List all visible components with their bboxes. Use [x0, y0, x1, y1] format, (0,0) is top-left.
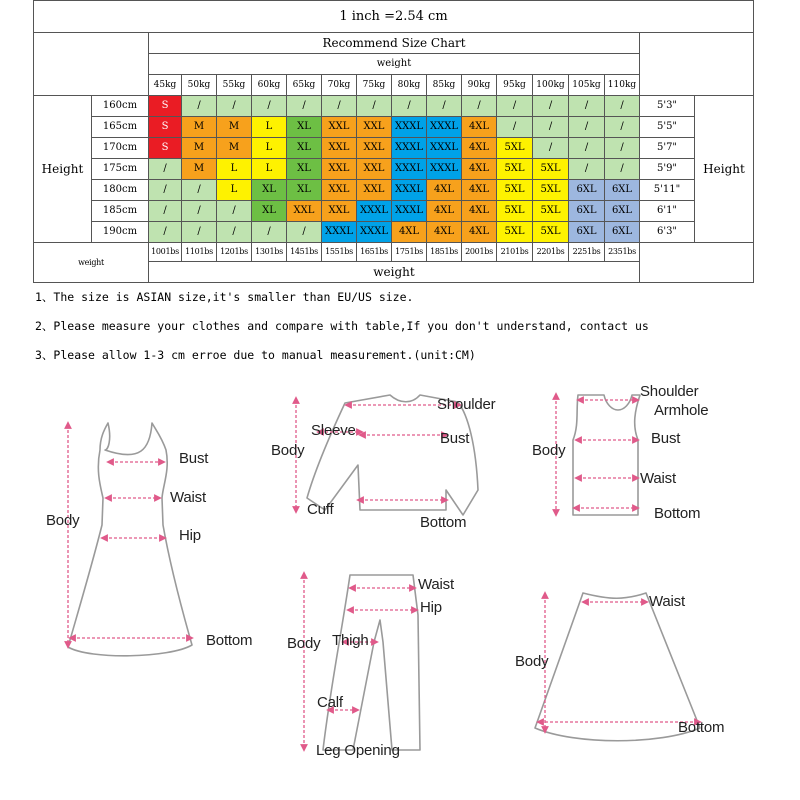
dress-icon	[68, 423, 192, 656]
dress-hip-label: Hip	[179, 527, 201, 544]
size-cell: 4XL	[427, 201, 462, 222]
size-cell: /	[569, 96, 605, 117]
size-cell: /	[605, 117, 640, 138]
weight-kg-header: 90kg	[462, 75, 497, 96]
weight-lbs-cell: 1301bs	[252, 243, 287, 262]
weight-lbs-cell: 1851bs	[427, 243, 462, 262]
weight-lbs-cell: 1451bs	[287, 243, 322, 262]
height-cm-cell: 170cm	[92, 138, 149, 159]
size-cell: XXXL	[357, 222, 392, 243]
size-cell: M	[182, 138, 217, 159]
chart-subtitle: Recommend Size Chart	[149, 33, 640, 54]
size-cell: XXXL	[392, 201, 427, 222]
corner-cell	[34, 33, 149, 96]
size-cell: XL	[287, 159, 322, 180]
tank-top-icon	[573, 395, 640, 515]
tank-body-label: Body	[532, 442, 566, 459]
size-cell: /	[217, 201, 252, 222]
height-ft-cell: 5'3"	[640, 96, 695, 117]
weight-kg-header: 95kg	[497, 75, 533, 96]
height-label-left: Height	[34, 96, 92, 243]
skirt-icon	[535, 593, 700, 741]
size-cell: /	[533, 96, 569, 117]
size-cell: 6XL	[569, 201, 605, 222]
weight-lbs-cell: 2351bs	[605, 243, 640, 262]
weight-header-bottom: weight	[149, 262, 640, 283]
height-ft-cell: 6'3"	[640, 222, 695, 243]
size-cell: /	[182, 201, 217, 222]
height-ft-cell: 5'5"	[640, 117, 695, 138]
size-row	[34, 180, 754, 201]
weight-lbs-cell: 2201bs	[533, 243, 569, 262]
size-cell: /	[497, 96, 533, 117]
weight-label-bottom: weight	[34, 243, 149, 283]
tank-armhole-label: Armhole	[654, 402, 709, 419]
size-cell: XXXL	[427, 138, 462, 159]
size-cell: XXXL	[427, 117, 462, 138]
size-cell: M	[217, 138, 252, 159]
size-row	[34, 117, 754, 138]
weight-lbs-cell: 1651bs	[357, 243, 392, 262]
size-cell: /	[357, 96, 392, 117]
size-row	[34, 222, 754, 243]
height-ft-cell: 5'7"	[640, 138, 695, 159]
size-cell: XXL	[357, 138, 392, 159]
dress-body-label: Body	[46, 512, 80, 529]
size-cell: XXL	[287, 201, 322, 222]
size-cell: 5XL	[533, 201, 569, 222]
size-cell: /	[182, 96, 217, 117]
jacket-shoulder-label: Shoulder	[437, 396, 496, 413]
size-cell: S	[149, 138, 182, 159]
height-ft-cell: 5'11"	[640, 180, 695, 201]
height-cm-cell: 160cm	[92, 96, 149, 117]
weight-kg-header: 85kg	[427, 75, 462, 96]
corner-cell	[640, 33, 754, 96]
note-3: 3、Please allow 1-3 cm erroe due to manual measurement.(unit:CM)	[35, 348, 476, 362]
size-cell: XL	[287, 138, 322, 159]
height-label-right: Height	[695, 96, 754, 243]
size-cell: 6XL	[569, 180, 605, 201]
jacket-cuff-label: Cuff	[307, 501, 334, 518]
size-cell: /	[149, 159, 182, 180]
weight-lbs-cell: 1201bs	[217, 243, 252, 262]
dress-bust-label: Bust	[179, 450, 209, 467]
height-ft-cell: 6'1"	[640, 201, 695, 222]
size-cell: XXL	[322, 138, 357, 159]
size-cell: 5XL	[497, 159, 533, 180]
size-cell: /	[462, 96, 497, 117]
size-cell: XXL	[357, 117, 392, 138]
weight-kg-header: 70kg	[322, 75, 357, 96]
weight-kg-header: 65kg	[287, 75, 322, 96]
size-cell: /	[322, 96, 357, 117]
size-cell: L	[217, 180, 252, 201]
size-cell: 4XL	[462, 180, 497, 201]
size-cell: /	[252, 222, 287, 243]
size-cell: /	[533, 138, 569, 159]
size-cell: /	[149, 201, 182, 222]
size-cell: /	[287, 96, 322, 117]
size-cell: /	[497, 117, 533, 138]
weight-kg-header: 105kg	[569, 75, 605, 96]
pants-icon	[323, 575, 420, 750]
weight-lbs-cell: 2251bs	[569, 243, 605, 262]
size-row	[34, 159, 754, 180]
weight-kg-header: 60kg	[252, 75, 287, 96]
size-cell: XXXL	[427, 159, 462, 180]
size-cell: /	[569, 117, 605, 138]
size-cell: XXXL	[392, 138, 427, 159]
size-cell: 4XL	[427, 222, 462, 243]
size-cell: 4XL	[462, 201, 497, 222]
size-cell: L	[217, 159, 252, 180]
weight-lbs-cell: 1101bs	[182, 243, 217, 262]
size-cell: XXL	[322, 180, 357, 201]
size-cell: 5XL	[533, 159, 569, 180]
note-1: 1、The size is ASIAN size,it's smaller than EU/US size.	[35, 290, 414, 304]
weight-kg-header: 55kg	[217, 75, 252, 96]
skirt-body-label: Body	[515, 653, 549, 670]
jacket-body-label: Body	[271, 442, 305, 459]
pants-calf-label: Calf	[317, 694, 343, 711]
size-cell: /	[569, 138, 605, 159]
size-cell: 5XL	[497, 201, 533, 222]
size-row	[34, 138, 754, 159]
height-cm-cell: 175cm	[92, 159, 149, 180]
size-cell: 5XL	[497, 180, 533, 201]
height-cm-cell: 190cm	[92, 222, 149, 243]
size-cell: /	[605, 96, 640, 117]
size-cell: 4XL	[462, 222, 497, 243]
size-cell: /	[149, 180, 182, 201]
height-cm-cell: 185cm	[92, 201, 149, 222]
weight-lbs-cell: 1751bs	[392, 243, 427, 262]
size-cell: M	[217, 117, 252, 138]
tank-bust-label: Bust	[651, 430, 681, 447]
size-cell: XXL	[322, 117, 357, 138]
size-cell: S	[149, 96, 182, 117]
size-cell: XXXL	[392, 159, 427, 180]
size-cell: /	[217, 96, 252, 117]
size-cell: XXL	[322, 201, 357, 222]
size-cell: 5XL	[497, 222, 533, 243]
tank-waist-label: Waist	[640, 470, 676, 487]
pants-thigh-label: Thigh	[332, 632, 369, 649]
size-cell: /	[182, 222, 217, 243]
size-cell: /	[149, 222, 182, 243]
dress-bottom-label: Bottom	[206, 632, 253, 649]
size-row	[34, 96, 754, 117]
size-cell: /	[252, 96, 287, 117]
weight-kg-header: 80kg	[392, 75, 427, 96]
size-cell: M	[182, 117, 217, 138]
size-cell: 5XL	[533, 180, 569, 201]
size-cell: XXXL	[357, 201, 392, 222]
size-cell: XL	[252, 201, 287, 222]
weight-kg-header: 100kg	[533, 75, 569, 96]
size-cell: 4XL	[462, 138, 497, 159]
size-cell: 6XL	[605, 222, 640, 243]
size-cell: 6XL	[605, 180, 640, 201]
jacket-bust-label: Bust	[440, 430, 470, 447]
size-cell: /	[392, 96, 427, 117]
weight-kg-header: 110kg	[605, 75, 640, 96]
weight-lbs-cell: 1001bs	[149, 243, 182, 262]
weight-header-top: weight	[149, 54, 640, 75]
tank-shoulder-label: Shoulder	[640, 383, 699, 400]
size-cell: /	[217, 222, 252, 243]
size-cell: 6XL	[605, 201, 640, 222]
size-cell: 4XL	[462, 159, 497, 180]
size-cell: 5XL	[497, 138, 533, 159]
size-cell: 4XL	[392, 222, 427, 243]
jacket-icon	[307, 395, 478, 515]
weight-lbs-cell: 2001bs	[462, 243, 497, 262]
size-cell: 4XL	[427, 180, 462, 201]
size-cell: L	[252, 159, 287, 180]
note-2: 2、Please measure your clothes and compare with table,If you don't understand, contact us	[35, 319, 649, 333]
weight-lbs-cell: 2101bs	[497, 243, 533, 262]
size-cell: 6XL	[569, 222, 605, 243]
size-cell: 4XL	[462, 117, 497, 138]
pants-body-label: Body	[287, 635, 321, 652]
size-row	[34, 201, 754, 222]
size-cell: XXL	[357, 180, 392, 201]
size-cell: /	[182, 180, 217, 201]
size-cell: XXL	[357, 159, 392, 180]
dress-waist-label: Waist	[170, 489, 206, 506]
skirt-waist-label: Waist	[649, 593, 685, 610]
height-ft-cell: 5'9"	[640, 159, 695, 180]
jacket-bottom-label: Bottom	[420, 514, 467, 531]
pants-leg-opening-label: Leg Opening	[316, 742, 400, 759]
size-cell: XXL	[322, 159, 357, 180]
jacket-sleeve-label: Sleeve	[311, 422, 356, 439]
skirt-bottom-label: Bottom	[678, 719, 725, 736]
size-cell: XXXL	[392, 117, 427, 138]
size-cell: /	[605, 138, 640, 159]
size-cell: /	[569, 159, 605, 180]
size-cell: L	[252, 117, 287, 138]
size-cell: /	[605, 159, 640, 180]
measurement-diagrams	[0, 370, 800, 800]
size-cell: M	[182, 159, 217, 180]
size-cell: XL	[252, 180, 287, 201]
corner-cell	[640, 243, 754, 283]
size-chart-table	[33, 0, 754, 283]
size-cell: XL	[287, 180, 322, 201]
pants-hip-label: Hip	[420, 599, 442, 616]
size-cell: XXXL	[322, 222, 357, 243]
tank-bottom-label: Bottom	[654, 505, 701, 522]
size-cell: 5XL	[533, 222, 569, 243]
chart-title: 1 inch =2.54 cm	[34, 1, 754, 33]
weight-kg-header: 75kg	[357, 75, 392, 96]
size-cell: XL	[287, 117, 322, 138]
size-cell: S	[149, 117, 182, 138]
weight-kg-header: 50kg	[182, 75, 217, 96]
weight-lbs-cell: 1551bs	[322, 243, 357, 262]
height-cm-cell: 165cm	[92, 117, 149, 138]
height-cm-cell: 180cm	[92, 180, 149, 201]
pants-waist-label: Waist	[418, 576, 454, 593]
size-cell: XXXL	[392, 180, 427, 201]
size-cell: /	[287, 222, 322, 243]
size-cell: L	[252, 138, 287, 159]
size-cell: /	[533, 117, 569, 138]
weight-kg-header: 45kg	[149, 75, 182, 96]
size-cell: /	[427, 96, 462, 117]
